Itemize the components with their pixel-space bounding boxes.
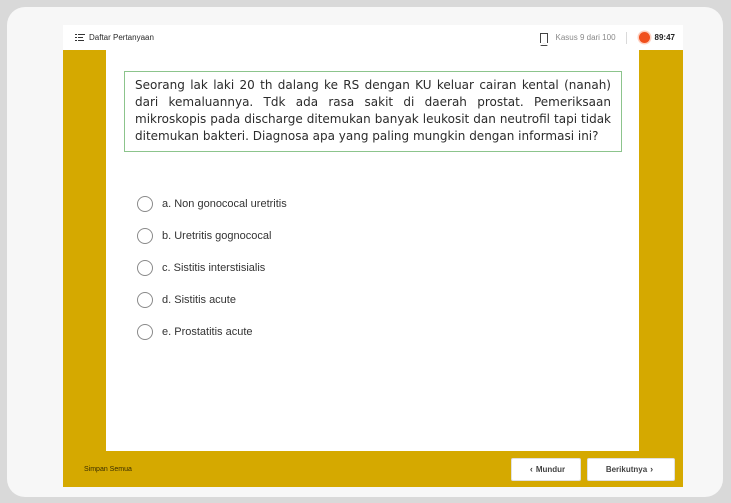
previous-button[interactable] xyxy=(511,458,581,481)
timer-indicator-icon xyxy=(639,32,650,43)
question-list-toggle[interactable] xyxy=(75,33,154,42)
option-label: d. Sistitis acute xyxy=(162,294,236,306)
divider xyxy=(626,32,627,44)
countdown-timer: 89:47 xyxy=(654,33,675,42)
previous-label: Mundur xyxy=(535,464,566,474)
option-a[interactable] xyxy=(137,188,287,220)
option-label: e. Prostatitis acute xyxy=(162,326,253,338)
next-label: Berikutnya xyxy=(605,464,648,474)
radio-button[interactable] xyxy=(137,228,153,244)
question-list-label: Daftar Pertanyaan xyxy=(89,33,154,42)
next-button[interactable] xyxy=(587,458,675,481)
radio-button[interactable] xyxy=(137,324,153,340)
top-bar xyxy=(63,25,683,50)
radio-button[interactable] xyxy=(137,196,153,212)
question-panel xyxy=(106,50,639,451)
option-e[interactable] xyxy=(137,316,287,348)
radio-button[interactable] xyxy=(137,292,153,308)
option-label: b. Uretritis gognococal xyxy=(162,230,272,242)
chevron-right-icon: › xyxy=(650,464,654,474)
chevron-left-icon: ‹ xyxy=(529,464,533,474)
case-counter: Kasus 9 dari 100 xyxy=(555,33,616,42)
question-text: Seorang lak laki 20 th dalang ke RS dengan KU keluar cairan kental (nanah) dari kemaluannya. Tdk ada rasa sakit di daerah prostat. Pemeriksaan mikroskopis pada discharge ditemukan banyak leukosit dan neutrofil tapi tidak ditemukan bakteri. Diagnosa apa yang paling mungkin dengan informasi ini? xyxy=(124,71,622,152)
list-icon xyxy=(75,34,85,42)
save-all-button[interactable]: Simpan Semua xyxy=(84,465,132,473)
option-c[interactable] xyxy=(137,252,287,284)
option-d[interactable] xyxy=(137,284,287,316)
screen-frame xyxy=(7,7,723,497)
bottom-bar xyxy=(63,451,683,487)
option-label: a. Non gonococal uretritis xyxy=(162,198,287,210)
exam-app xyxy=(63,25,683,487)
option-b[interactable] xyxy=(137,220,287,252)
bookmark-icon[interactable] xyxy=(540,33,548,43)
answer-options xyxy=(137,188,287,348)
option-label: c. Sistitis interstisialis xyxy=(162,262,266,274)
radio-button[interactable] xyxy=(137,260,153,276)
